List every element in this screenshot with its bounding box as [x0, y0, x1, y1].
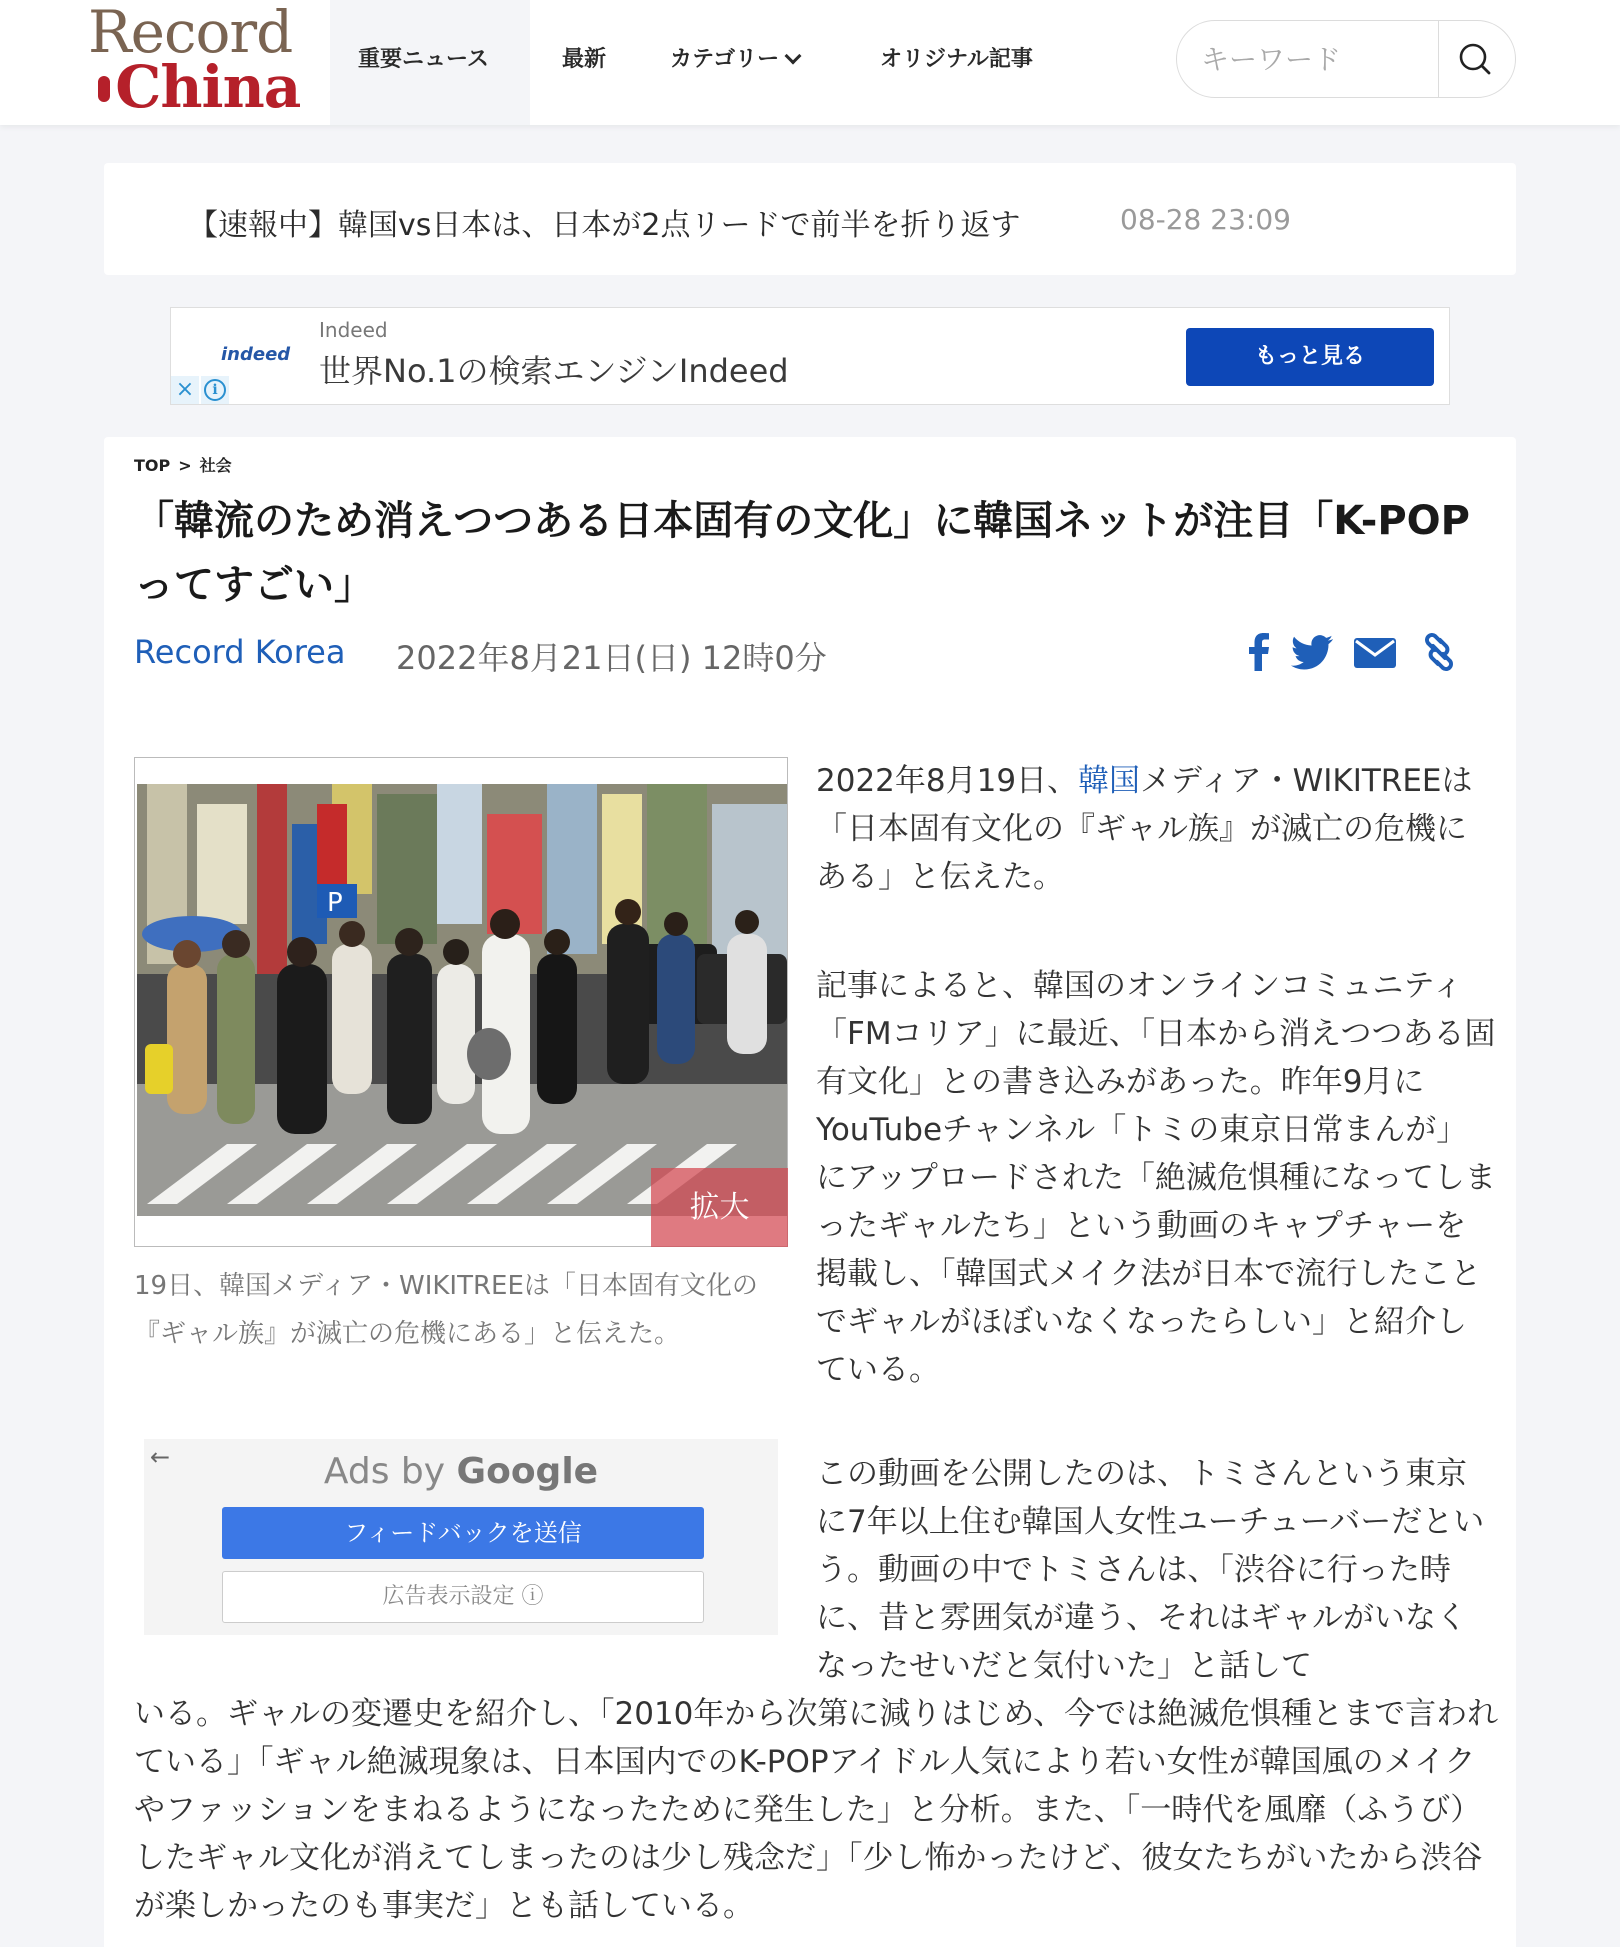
article-paragraph-2: 記事によると、韓国のオンラインコミュニティ「FMコリア」に最近、「日本から消えつつある固有文化」との書き込みがあった。昨年9月にYouTubeチャンネル「トミの東京日常まんが」にアップロードされた「絶滅危惧種になってしまったギャルたち」という動画のキャプチャーを掲載し、「韓国式メイク法が日本で流行したことでギャルがほぼいなくなったらしい」と紹介している。 — [816, 968, 1496, 1388]
breadcrumb-society[interactable]: 社会 — [199, 456, 232, 475]
nav-latest[interactable]: 最新 — [562, 47, 607, 72]
nav-original-articles[interactable]: オリジナル記事 — [880, 47, 1033, 72]
ad-more-button[interactable]: もっと見る — [1186, 328, 1434, 386]
p1-text-a: 2022年8月19日、 — [816, 763, 1079, 799]
twitter-icon[interactable] — [1287, 627, 1337, 677]
search-box — [1176, 20, 1516, 98]
article-paragraph-4: いる。ギャルの変遷史を紹介し、「2010年から次第に減りはじめ、今では絶滅危惧種とまで言われている」「ギャル絶滅現象は、日本国内でのK-POPアイドル人気により若い女性が韓国風のメイクやファッションをまねるようになったために発生した」と分析。また、「一時代を風靡（ふうび）したギャル文化が消えてしまったのは少し残念だ」「少し怖かったけど、彼女たちがいたから渋谷が楽しかったのも事実だ」とも話している。 — [134, 1696, 1499, 1924]
ads-by-google-label — [144, 1451, 778, 1492]
indeed-ad-banner[interactable] — [170, 307, 1450, 405]
google-brand-text: Google — [456, 1451, 599, 1492]
article-date: 2022年8月21日(日) 12時0分 — [396, 639, 827, 677]
image-caption: 19日、韓国メディア・WIKITREEは「日本固有文化の『ギャル族』が滅亡の危機にある」と伝えた。 — [134, 1271, 758, 1349]
svg-text:P: P — [327, 888, 343, 918]
site-logo[interactable] — [82, 0, 328, 125]
back-arrow-icon[interactable]: ← — [150, 1443, 171, 1471]
article-paragraph-1 — [816, 757, 1496, 901]
logo-china-text: China — [115, 53, 301, 121]
breadcrumb-top[interactable]: TOP — [134, 456, 171, 475]
p1-text-b: メディア・WIKITREEは「日本固有文化の『ギャル族』が滅亡の危機にある」と伝えた。 — [816, 763, 1473, 895]
facebook-icon[interactable] — [1234, 627, 1284, 677]
nav-category[interactable] — [670, 42, 799, 73]
korea-link[interactable]: 韓国 — [1078, 763, 1141, 799]
nav-category-label: カテゴリー — [670, 47, 780, 72]
enlarge-image-button[interactable]: 拡大 — [651, 1168, 788, 1247]
search-icon[interactable] — [1443, 27, 1507, 91]
search-input[interactable] — [1201, 35, 1431, 83]
article-headline: 「韓流のため消えつつある日本固有の文化」に韓国ネットが注目「K-POPってすごい」 — [134, 498, 1470, 608]
ad-info-icon[interactable]: i — [201, 376, 229, 404]
indeed-logo: indeed — [221, 344, 291, 365]
send-feedback-button[interactable]: フィードバックを送信 — [222, 1507, 704, 1559]
breaking-news-bar — [104, 163, 1516, 275]
chevron-down-icon — [785, 48, 802, 65]
ad-settings-button[interactable]: 広告表示設定 ⓘ — [222, 1571, 704, 1623]
ads-by-text: Ads by — [323, 1451, 446, 1492]
article-paragraph-3: この動画を公開したのは、トミさんという東京に7年以上住む韓国人女性ユーチューバーだという。動画の中でトミさんは、「渋谷に行った時に、昔と雰囲気が違う、それはギャルがいなくなったせいだと気付いた」と話して — [816, 1456, 1485, 1684]
breadcrumb — [134, 453, 232, 476]
ad-close-icon[interactable]: × — [171, 376, 199, 404]
breaking-news-link[interactable]: 【速報中】韓国vs日本は、日本が2点リードで前半を折り返す — [188, 208, 1021, 243]
google-ad-panel — [144, 1439, 778, 1635]
article-figure — [134, 757, 788, 1247]
breaking-news-time: 08-28 23:09 — [1120, 203, 1291, 236]
breadcrumb-separator: > — [178, 456, 192, 475]
ad-title[interactable]: 世界No.1の検索エンジンIndeed — [319, 352, 789, 390]
mail-icon[interactable] — [1348, 627, 1404, 677]
street-crossing-photo[interactable] — [137, 784, 787, 1216]
ad-source: Indeed — [319, 318, 388, 342]
search-divider — [1438, 21, 1439, 97]
site-header — [0, 0, 1620, 125]
article-author[interactable]: Record Korea — [134, 633, 346, 671]
article-card — [104, 437, 1516, 1947]
logo-record-text: Record — [88, 0, 293, 66]
link-icon[interactable] — [1414, 627, 1464, 677]
nav-important-news[interactable]: 重要ニュース — [358, 47, 489, 72]
